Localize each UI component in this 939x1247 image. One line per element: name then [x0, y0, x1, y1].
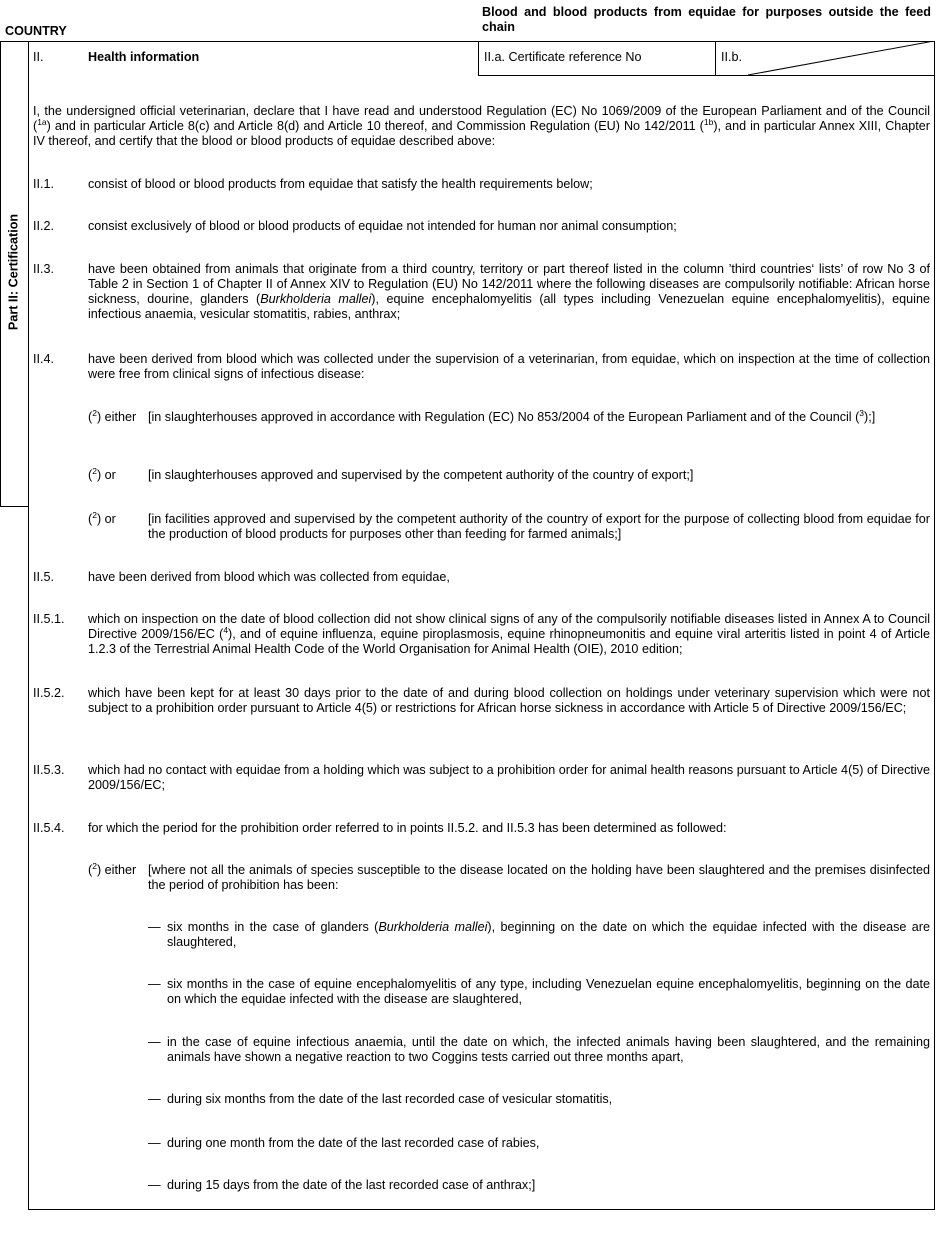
option-text: [in slaughterhouses approved and supervised by the competent authority of the country of export;]: [148, 468, 694, 482]
certificate-reference-label: II.a. Certificate reference No: [484, 50, 642, 64]
option-text: [in facilities approved and supervised by the competent authority of the country of export for the purpose of collecting blood from equidae for the production of blood products for purposes other than feeding for farmed animals;]: [148, 512, 930, 541]
dash-text-part: ), beginning on the date on which the equidae infected with the disease are slaughtered,: [167, 920, 930, 949]
item-number: II.2.: [33, 219, 54, 233]
dash-text: during six months from the date of the last recorded case of vesicular stomatitis,: [167, 1092, 613, 1106]
declaration-text: ) and in particular Article 8(c) and Article 8(d) and Article 10 thereof, and Commission Regulation (EU) No 142/2011 (: [46, 119, 704, 133]
footnote-ref: 2: [92, 509, 97, 520]
item-text-part: have been obtained from animals that originate from a third country, territory or part thereof listed in the column ’third countries‘ lists’ of row No 3 of Table 2 in Section 1 of Chapter II of Annex XIV to Regulation (EU) No 142/2011 where the following diseases are compulsorily notifiable: African horse sickness, dourine, glanders (: [88, 262, 930, 306]
side-divider: [28, 41, 29, 1210]
certificate-title: Blood and blood products from equidae for purposes outside the feed chain: [482, 5, 931, 34]
option-marker: ($^2$) or: [88, 509, 116, 526]
frame-left: [0, 41, 1, 507]
option-marker: ($^2$) either: [88, 407, 137, 424]
dash-text: [167, 920, 930, 950]
declaration-text: I, the undersigned official veterinarian, declare that I have read and understood Regulation (EC) No 1069/2009 of the European Parliament and of the Council (: [33, 104, 930, 133]
footnote-ref: 2: [92, 407, 97, 418]
item-text: which have been kept for at least 30 days prior to the date of and during blood collection on holdings under veterinary supervision which were not subject to a prohibition order pursuant to Article 4(5) or restrictions for African horse sickness in accordance with Article 5 of Directive 2009/156/EC;: [88, 686, 930, 715]
side-label: Part II: Certification: [6, 213, 21, 331]
ref-col-left: [478, 41, 479, 76]
iib-label: II.b.: [721, 50, 742, 64]
item-number: II.3.: [33, 262, 54, 276]
frame-bottom: [28, 1209, 935, 1210]
item-text: [88, 612, 930, 657]
option-text: [where not all the animals of species susceptible to the disease located on the holding have been slaughtered and the premises disinfected the period of prohibition has been:: [148, 863, 930, 892]
option-word: or: [104, 512, 116, 526]
item-text-part: ), equine encephalomyelitis (all types including Venezuelan equine encephalomyelitis), equine infectious anaemia, vesicular stomatitis, rabies, anthrax;: [88, 292, 930, 321]
item-number: II.5.4.: [33, 821, 65, 835]
health-label: Health information: [88, 50, 200, 64]
species-name: Burkholderia mallei: [378, 920, 488, 934]
option-word: either: [104, 410, 137, 424]
side-bottom: [0, 506, 28, 507]
dash-text: six months in the case of equine encephalomyelitis of any type, including Venezuelan equine encephalomyelitis, beginning on the date on which the equidae infected with the disease are slaughtered,: [167, 977, 930, 1006]
option-word: or: [104, 468, 116, 482]
option-word: either: [104, 863, 137, 877]
dash-bullet: —: [148, 1035, 161, 1049]
item-text: have been derived from blood which was collected under the supervision of a veterinarian, from equidae, which on inspection at the time of collection were free from clinical signs of infectious disease:: [88, 352, 930, 381]
item-number: II.5.1.: [33, 612, 65, 626]
item-number: II.5.3.: [33, 763, 65, 777]
option-marker: ($^2$) either: [88, 860, 137, 877]
option-text: [148, 407, 930, 425]
item-text: consist of blood or blood products from equidae that satisfy the health requirements below;: [88, 177, 593, 191]
country-label: COUNTRY: [5, 24, 67, 38]
item-text: [88, 262, 930, 322]
dash-bullet: —: [148, 1178, 161, 1192]
item-number: II.5.2.: [33, 686, 65, 700]
item-text: which had no contact with equidae from a holding which was subject to a prohibition order for animal health reasons pursuant to Article 4(5) of Directive 2009/156/EC;: [88, 763, 930, 792]
item-text: consist exclusively of blood or blood products of equidae not intended for human nor animal consumption;: [88, 219, 677, 233]
health-num: II.: [33, 50, 44, 64]
dash-text: in the case of equine infectious anaemia, until the date on which, the infected animals having been slaughtered, and the remaining animals have shown a negative reaction to two Coggins tests carried out three months apart,: [167, 1035, 930, 1064]
dash-bullet: —: [148, 920, 161, 934]
option-text-part: );]: [864, 410, 876, 424]
item-text: have been derived from blood which was collected from equidae,: [88, 570, 450, 584]
option-marker: ($^2$) or: [88, 465, 116, 482]
frame-right: [934, 41, 935, 1210]
dash-text: during 15 days from the date of the last recorded case of anthrax;]: [167, 1178, 536, 1192]
item-number: II.4.: [33, 352, 54, 366]
dash-text: during one month from the date of the last recorded case of rabies,: [167, 1136, 540, 1150]
item-text: for which the period for the prohibition order referred to in points II.5.2. and II.5.3 has been determined as followed:: [88, 821, 727, 835]
option-text-part: [in slaughterhouses approved in accordance with Regulation (EC) No 853/2004 of the European Parliament and of the Council (: [148, 410, 860, 424]
dash-text-part: six months in the case of glanders (: [167, 920, 379, 934]
species-name: Burkholderia mallei: [260, 292, 372, 306]
footnote-ref: 2: [92, 465, 97, 476]
footnote-ref: 3: [859, 407, 865, 418]
item-text-part: which on inspection on the date of blood collection did not show clinical signs of any of the compulsorily notifiable diseases listed in Annex A to Council Directive 2009/156/EC (: [88, 612, 930, 641]
footnote-ref: 4: [223, 624, 229, 635]
dash-bullet: —: [148, 1092, 161, 1106]
footnote-ref: 2: [92, 860, 97, 871]
dash-bullet: —: [148, 977, 161, 991]
dash-bullet: —: [148, 1136, 161, 1150]
declaration-text: ), and in particular Annex XIII, Chapter IV thereof, and certify that the blood or blood products of equidae described above:: [33, 119, 930, 148]
item-number: II.1.: [33, 177, 54, 191]
item-number: II.5.: [33, 570, 54, 584]
declaration-paragraph: [33, 104, 930, 149]
footnote-ref: 1a: [37, 116, 47, 127]
item-text-part: ), and of equine influenza, equine piroplasmosis, equine rhinopneumonitis and equine viral arteritis listed in point 4 of Article 1.2.3 of the Terrestrial Animal Health Code of the World Organisation for Animal Health (OIE), 2010 edition;: [88, 627, 930, 656]
footnote-ref: 1b: [703, 116, 714, 127]
iib-diagonal: [716, 41, 934, 76]
